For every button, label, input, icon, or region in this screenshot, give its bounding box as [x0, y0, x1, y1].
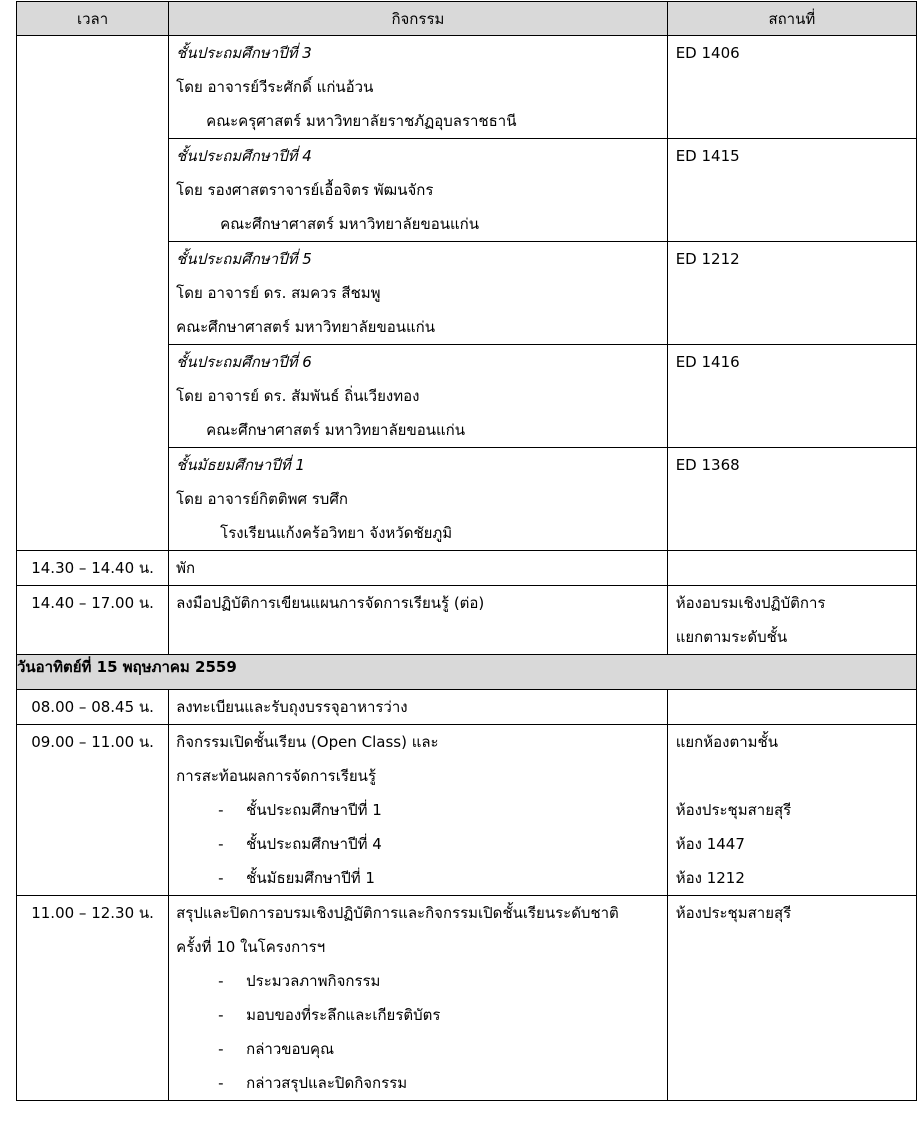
table-row [17, 586, 917, 655]
time-range: 08.00 – 08.45 น. [31, 698, 154, 716]
list-item [176, 998, 667, 1032]
activity-text: ลงมือปฏิบัติการเขียนแผนการจัดการเรียนรู้ (ต่อ) [176, 594, 485, 612]
activity-cell [169, 448, 668, 551]
location-cell [667, 242, 916, 345]
list-item-text: ประมวลภาพกิจกรรม [246, 972, 381, 990]
bullet-dash: - [218, 1040, 224, 1058]
time-cell [17, 725, 169, 896]
activity-text: ครั้งที่ 10 ในโครงการฯ [176, 938, 326, 956]
time-cell [17, 896, 169, 1101]
time-cell [17, 551, 169, 586]
room: ED 1415 [675, 147, 740, 165]
bullet-dash: - [218, 972, 224, 990]
instructor: โดย รองศาสตราจารย์เอื้อจิตร พัฒนจักร [176, 181, 434, 199]
header-activity: กิจกรรม [169, 2, 668, 36]
table-row [17, 690, 917, 725]
location-cell [667, 690, 916, 725]
grade-label: ชั้นประถมศึกษาปีที่ 3 [176, 44, 312, 62]
day-header-row [17, 655, 917, 690]
location-line: แยกตามระดับชั้น [675, 628, 788, 646]
activity-text: ลงทะเบียนและรับถุงบรรจุอาหารว่าง [176, 698, 408, 716]
activity-cell [169, 725, 668, 896]
time-range: 14.40 – 17.00 น. [31, 594, 154, 612]
location-cell [667, 448, 916, 551]
location-line: ห้องอบรมเชิงปฏิบัติการ [675, 594, 826, 612]
bullet-dash: - [218, 1074, 224, 1092]
location-cell [667, 139, 916, 242]
location-line: ห้องประชุมสายสุรี [675, 801, 792, 819]
location-line: ห้อง 1212 [675, 869, 745, 887]
activity-cell [169, 36, 668, 139]
location-line: แยกห้องตามชั้น [675, 733, 778, 751]
table-row [17, 725, 917, 896]
time-range: 14.30 – 14.40 น. [31, 559, 154, 577]
instructor: โดย อาจารย์ ดร. สัมพันธ์ ถิ่นเวียงทอง [176, 387, 420, 405]
bullet-dash: - [218, 835, 224, 853]
location-cell [667, 551, 916, 586]
bullet-dash: - [218, 801, 224, 819]
schedule-table [16, 1, 917, 1101]
instructor: โดย อาจารย์วีระศักดิ์ แก่นอ้วน [176, 78, 374, 96]
time-cell-empty [17, 36, 169, 551]
location-cell [667, 896, 916, 1101]
grade-label: ชั้นประถมศึกษาปีที่ 4 [176, 147, 312, 165]
institution: คณะศึกษาศาสตร์ มหาวิทยาลัยขอนแก่น [176, 318, 435, 336]
list-item [176, 793, 667, 827]
activity-cell [169, 690, 668, 725]
list-item-text: ชั้นประถมศึกษาปีที่ 4 [246, 835, 382, 853]
list-item [176, 1066, 667, 1100]
grade-label: ชั้นประถมศึกษาปีที่ 6 [176, 353, 312, 371]
activity-cell [169, 242, 668, 345]
list-item-text: ชั้นประถมศึกษาปีที่ 1 [246, 801, 382, 819]
list-item [176, 861, 667, 895]
time-range: 09.00 – 11.00 น. [31, 733, 154, 751]
header-location: สถานที่ [667, 2, 916, 36]
header-time: เวลา [17, 2, 169, 36]
location-line: ห้องประชุมสายสุรี [675, 904, 792, 922]
time-cell [17, 586, 169, 655]
room: ED 1368 [675, 456, 740, 474]
institution: โรงเรียนแก้งคร้อวิทยา จังหวัดชัยภูมิ [220, 524, 453, 542]
activity-text: สรุปและปิดการอบรมเชิงปฏิบัติการและกิจกรรมเปิดชั้นเรียนระดับชาติ [176, 904, 619, 922]
list-item-text: ชั้นมัธยมศึกษาปีที่ 1 [246, 869, 375, 887]
activity-cell [169, 551, 668, 586]
list-item [176, 964, 667, 998]
list-item [176, 827, 667, 861]
activity-cell [169, 586, 668, 655]
list-item [176, 1032, 667, 1066]
time-cell [17, 690, 169, 725]
bullet-dash: - [218, 1006, 224, 1024]
instructor: โดย อาจารย์กิตติพศ รบศึก [176, 490, 348, 508]
institution: คณะศึกษาศาสตร์ มหาวิทยาลัยขอนแก่น [220, 215, 479, 233]
activity-text: กิจกรรมเปิดชั้นเรียน (Open Class) และ [176, 733, 439, 751]
table-header-row [17, 2, 917, 36]
location-cell [667, 725, 916, 896]
location-cell [667, 586, 916, 655]
list-item-text: กล่าวสรุปและปิดกิจกรรม [246, 1074, 408, 1092]
grade-label: ชั้นมัธยมศึกษาปีที่ 1 [176, 456, 305, 474]
time-range: 11.00 – 12.30 น. [31, 904, 154, 922]
table-row [17, 551, 917, 586]
activity-cell [169, 345, 668, 448]
room: ED 1416 [675, 353, 740, 371]
room: ED 1212 [675, 250, 740, 268]
bullet-dash: - [218, 869, 224, 887]
location-line: ห้อง 1447 [675, 835, 745, 853]
location-cell [667, 36, 916, 139]
institution: คณะศึกษาศาสตร์ มหาวิทยาลัยขอนแก่น [206, 421, 465, 439]
table-row [17, 896, 917, 1101]
location-spacer [676, 759, 916, 793]
room: ED 1406 [675, 44, 740, 62]
activity-cell [169, 896, 668, 1101]
location-cell [667, 345, 916, 448]
institution: คณะครุศาสตร์ มหาวิทยาลัยราชภัฏอุบลราชธานี [206, 112, 517, 130]
day-heading: วันอาทิตย์ที่ 15 พฤษภาคม 2559 [17, 655, 917, 690]
table-row [17, 36, 917, 139]
activity-text: พัก [176, 559, 196, 577]
list-item-text: มอบของที่ระลึกและเกียรติบัตร [246, 1006, 441, 1024]
activity-text: การสะท้อนผลการจัดการเรียนรู้ [176, 767, 376, 785]
activity-cell [169, 139, 668, 242]
instructor: โดย อาจารย์ ดร. สมควร สีชมพู [176, 284, 381, 302]
grade-label: ชั้นประถมศึกษาปีที่ 5 [176, 250, 312, 268]
list-item-text: กล่าวขอบคุณ [246, 1040, 335, 1058]
